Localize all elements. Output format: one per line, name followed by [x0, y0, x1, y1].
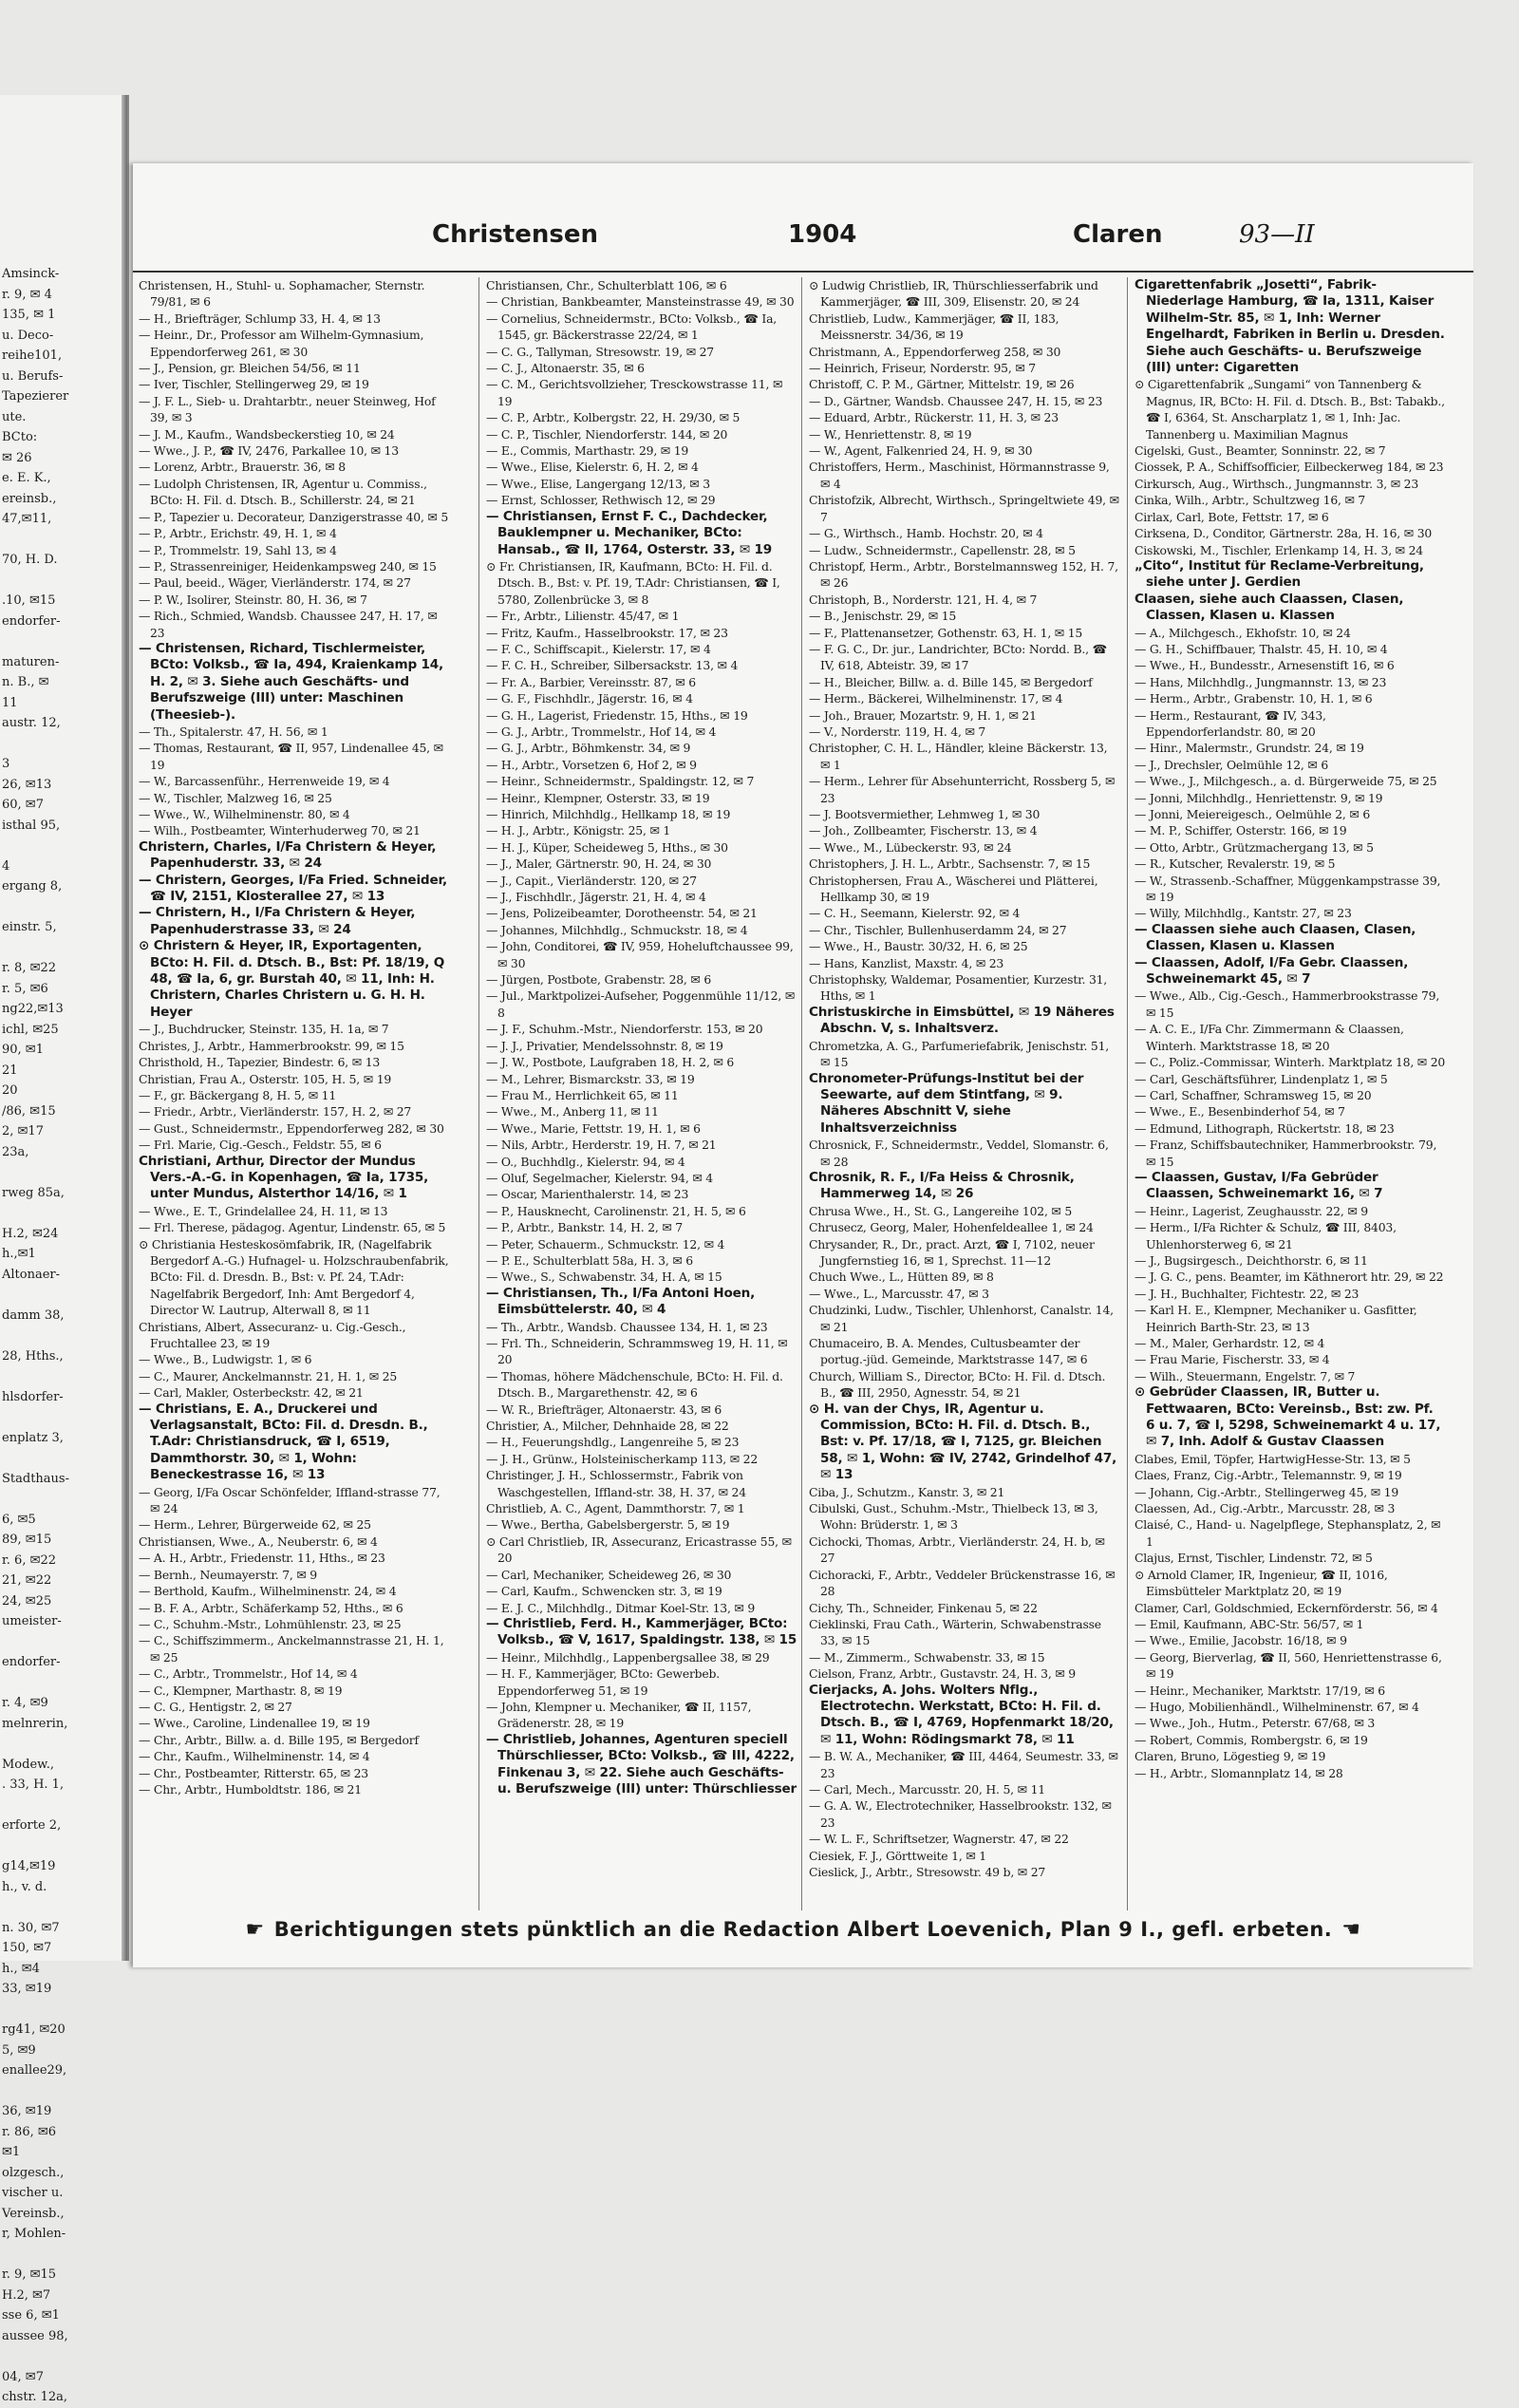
directory-entry: — J. J., Privatier, Mendelssohnstr. 8, ✉ 19	[486, 1038, 723, 1053]
directory-entry: „Cito“, Institut für Reclame-Verbreitung, siehe unter J. Gerdien	[1135, 557, 1424, 591]
directory-entry: — H., Arbtr., Slomannplatz 14, ✉ 28	[1135, 1765, 1343, 1780]
directory-entry: — G. F., Fischhdlr., Jägerstr. 16, ✉ 4	[486, 691, 693, 706]
directory-entry: — Claassen, Adolf, I/Fa Gebr. Claassen, Schweinemarkt 45, ✉ 7	[1135, 954, 1409, 988]
directory-entry: — Hans, Milchhdlg., Jungmannstr. 13, ✉ 23	[1135, 674, 1387, 689]
directory-entry: Cieklinski, Frau Cath., Wärterin, Schwabenstrasse 33, ✉ 15	[809, 1616, 1101, 1648]
directory-entry: — Wwe., M., Lübeckerstr. 93, ✉ 24	[809, 839, 1012, 855]
directory-entry: — G. H., Lagerist, Friedenstr. 15, Hths., ✉ 19	[486, 707, 748, 723]
entry-column-2	[486, 277, 797, 1910]
pointing-hand-icon: ☛	[245, 1918, 265, 1942]
directory-entry: — W. L. F., Schriftsetzer, Wagnerstr. 47, ✉ 22	[809, 1832, 1069, 1847]
directory-entry: — Heinr., Milchhdlg., Lappenbergsallee 38, ✉ 29	[486, 1649, 770, 1665]
directory-entry: — Emil, Kaufmann, ABC-Str. 56/57, ✉ 1	[1135, 1616, 1364, 1631]
directory-entry: — E. J. C., Milchhdlg., Ditmar Koel-Str. 13, ✉ 9	[486, 1600, 756, 1615]
directory-entry: — C., Schiffszimmerm., Anckelmannstrasse 21, H. 1, ✉ 25	[139, 1633, 444, 1665]
directory-entry: — Hugo, Mobilienhändl., Wilhelminenstr. 67, ✉ 4	[1135, 1699, 1419, 1714]
directory-entry: Christern, Charles, I/Fa Christern & Heyer, Papenhuderstr. 33, ✉ 24	[139, 838, 437, 872]
directory-entry: — B., Jenischstr. 29, ✉ 15	[809, 609, 957, 624]
page-footer	[133, 1918, 1473, 1947]
directory-entry: — C., Poliz.-Commissar, Winterh. Marktplatz 18, ✉ 20	[1135, 1055, 1446, 1070]
directory-entry: Christier, A., Milcher, Dehnhaide 28, ✉ 22	[486, 1419, 729, 1434]
directory-entry: — Heinrich, Friseur, Norderstr. 95, ✉ 7	[809, 361, 1036, 376]
directory-entry: — Herm., Restaurant, ☎ IV, 343, Eppendorferlandstr. 80, ✉ 20	[1135, 707, 1326, 739]
directory-entry: — Christiansen, Th., I/Fa Antoni Hoen, Eimsbüttelerstr. 40, ✉ 4	[486, 1285, 756, 1318]
directory-entry: — Wwe., J. P., ☎ IV, 2476, Parkallee 10, ✉ 13	[139, 443, 399, 459]
directory-entry: Clamer, Carl, Goldschmied, Eckernförderstr. 56, ✉ 4	[1135, 1600, 1438, 1615]
directory-entry: — Edmund, Lithograph, Rückertstr. 18, ✉ 23	[1135, 1120, 1395, 1136]
directory-entry: — Fritz, Kaufm., Hasselbrookstr. 17, ✉ 23	[486, 625, 728, 640]
directory-entry: — Christern, Georges, I/Fa Fried. Schneider, ☎ IV, 2151, Klosterallee 27, ✉ 13	[139, 872, 447, 905]
directory-entry: — Frl. Marie, Cig.-Gesch., Feldstr. 55, ✉ 6	[139, 1138, 382, 1153]
directory-entry: — Herm., I/Fa Richter & Schulz, ☎ III, 8403, Uhlenhorsterweg 6, ✉ 21	[1135, 1220, 1397, 1251]
directory-entry: — Wwe., Elise, Kielerstr. 6, H. 2, ✉ 4	[486, 460, 699, 475]
directory-entry: — Wwe., Marie, Fettstr. 19, H. 1, ✉ 6	[486, 1120, 701, 1136]
directory-entry: — Willy, Milchhdlg., Kantstr. 27, ✉ 23	[1135, 906, 1352, 921]
directory-entry: — Herm., Lehrer für Absehunterricht, Rossberg 5, ✉ 23	[809, 774, 1116, 805]
directory-entry: — J. M., Kaufm., Wandsbeckerstieg 10, ✉ 24	[139, 426, 395, 442]
directory-entry: — H. J., Küper, Scheideweg 5, Hths., ✉ 30	[486, 839, 728, 855]
directory-entry: Claes, Franz, Cig.-Arbtr., Telemannstr. 9, ✉ 19	[1135, 1468, 1402, 1483]
directory-entry: — C., Klempner, Marthastr. 8, ✉ 19	[139, 1683, 343, 1698]
directory-entry: — P., Strassenreiniger, Heidenkampsweg 240, ✉ 15	[139, 558, 437, 574]
directory-entry: Christians, Albert, Assecuranz- u. Cig.-Gesch., Fruchtallee 23, ✉ 19	[139, 1319, 406, 1350]
directory-entry: — C. G., Hentigstr. 2, ✉ 27	[139, 1699, 292, 1714]
directory-entry: ⊙ H. van der Chys, IR, Agentur u. Commission, BCto: H. Fil. d. Dtsch. B., Bst: v. Pf. 17/18, ☎ I, 7125, gr. Bleichen 58, ✉ 1, Wohn: ☎ IV, 2742, Grindelhof 47, ✉ 13	[809, 1401, 1117, 1483]
directory-entry: Claasen, siehe auch Claassen, Clasen, Classen, Klasen u. Klassen	[1135, 591, 1404, 624]
directory-entry: Cierjacks, A. Johs. Wolters Nflg., Electrotechn. Werkstatt, BCto: H. Fil. d. Dtsch. B., ☎ I, 4769, Hopfenmarkt 18/20, ✉ 11, Wohn: Rödingsmarkt 78, ✉ 11	[809, 1682, 1114, 1747]
directory-entry: — C., Maurer, Anckelmannstr. 21, H. 1, ✉ 25	[139, 1368, 398, 1383]
entry-column-4	[1135, 277, 1446, 1910]
directory-entry: Cirksena, D., Conditor, Gärtnerstr. 28a, H. 16, ✉ 30	[1135, 526, 1433, 541]
header-rule	[133, 271, 1473, 273]
directory-entry: Christoff, C. P. M., Gärtner, Mittelstr. 19, ✉ 26	[809, 377, 1075, 392]
directory-entry: — J., Maler, Gärtnerstr. 90, H. 24, ✉ 30	[486, 856, 712, 872]
directory-entry: — Wwe., Elise, Langergang 12/13, ✉ 3	[486, 476, 710, 491]
directory-page	[133, 163, 1473, 1967]
directory-entry: — J., Drechsler, Oelmühle 12, ✉ 6	[1135, 757, 1328, 772]
directory-entry: — J., Pension, gr. Bleichen 54/56, ✉ 11	[139, 361, 361, 376]
directory-entry: Chrysander, R., Dr., pract. Arzt, ☎ I, 7102, neuer Jungfernstieg 16, ✉ 1, Sprechst. 11—12	[809, 1236, 1095, 1268]
directory-entry: — Fr., Arbtr., Lilienstr. 45/47, ✉ 1	[486, 609, 680, 624]
directory-entry: — P., Trommelstr. 19, Sahl 13, ✉ 4	[139, 542, 337, 557]
directory-entry: — Joh., Zollbeamter, Fischerstr. 13, ✉ 4	[809, 823, 1038, 838]
directory-entry: — F. C., Schiffscapit., Kielerstr. 17, ✉ 4	[486, 641, 711, 656]
directory-entry: — Eduard, Arbtr., Rückerstr. 11, H. 3, ✉ 23	[809, 410, 1059, 425]
directory-entry: — P. E., Schulterblatt 58a, H. 3, ✉ 6	[486, 1252, 693, 1268]
directory-entry: — Frl. Th., Schneiderin, Schrammsweg 19, H. 11, ✉ 20	[486, 1336, 788, 1367]
directory-entry: — Georg, I/Fa Oscar Schönfelder, Iffland-strasse 77, ✉ 24	[139, 1484, 441, 1516]
directory-entry: — John, Conditorei, ☎ IV, 959, Hoheluftchaussee 99, ✉ 30	[486, 939, 794, 970]
directory-entry: Cichy, Th., Schneider, Finkenau 5, ✉ 22	[809, 1600, 1038, 1615]
directory-entry: ⊙ Gebrüder Claassen, IR, Butter u. Fettwaaren, BCto: Vereinsb., Bst: zw. Pf. 6 u. 7, ☎ I, 5298, Schweinemarkt 4 u. 17, ✉ 7, Inh. Adolf & Gustav Claassen	[1135, 1384, 1441, 1450]
column-divider	[1127, 277, 1128, 1910]
directory-entry: — Christiansen, Ernst F. C., Dachdecker, Bauklempner u. Mechaniker, BCto: Hansab., ☎ II, 1764, Osterstr. 33, ✉ 19	[486, 508, 773, 557]
directory-entry: — F., gr. Bäckergang 8, H. 5, ✉ 11	[139, 1087, 337, 1102]
directory-entry: — C. H., Seemann, Kielerstr. 92, ✉ 4	[809, 906, 1021, 921]
directory-entry: — Franz, Schiffsbautechniker, Hammerbrookstr. 79, ✉ 15	[1135, 1138, 1437, 1169]
directory-entry: — Ludw., Schneidermstr., Capellenstr. 28, ✉ 5	[809, 542, 1076, 557]
directory-entry: Christinger, J. H., Schlossermstr., Fabrik von Waschgestellen, Iffland-str. 38, H. 37, ✉ 24	[486, 1468, 746, 1499]
directory-entry: Christhold, H., Tapezier, Bindestr. 6, ✉ 13	[139, 1055, 381, 1070]
directory-entry: — Heinr., Lagerist, Zeughausstr. 22, ✉ 9	[1135, 1203, 1368, 1218]
directory-entry: — H., Arbtr., Vorsetzen 6, Hof 2, ✉ 9	[486, 757, 697, 772]
directory-entry: — W., Henriettenstr. 8, ✉ 19	[809, 426, 972, 442]
directory-entry: Christoffers, Herm., Maschinist, Hörmannstrasse 9, ✉ 4	[809, 460, 1110, 491]
directory-entry: — Johann, Cig.-Arbtr., Stellingerweg 45, ✉ 19	[1135, 1484, 1399, 1499]
directory-entry: Chudzinki, Ludw., Tischler, Uhlenhorst, Canalstr. 14, ✉ 21	[809, 1303, 1114, 1334]
directory-entry: Chrometzka, A. G., Parfumeriefabrik, Jenischstr. 51, ✉ 15	[809, 1038, 1110, 1070]
entry-column-3	[809, 277, 1120, 1910]
header-year: 1904	[788, 220, 857, 249]
directory-entry: — Claassen siehe auch Claasen, Clasen, Classen, Klasen u. Klassen	[1135, 921, 1416, 954]
directory-entry: — J., Bugsirgesch., Deichthorstr. 6, ✉ 11	[1135, 1252, 1368, 1268]
directory-entry: — Otto, Arbtr., Grützmachergang 13, ✉ 5	[1135, 839, 1374, 855]
directory-entry: — Jens, Polizeibeamter, Dorotheenstr. 54, ✉ 21	[486, 906, 758, 921]
directory-entry: — Wwe., Joh., Hutm., Peterstr. 67/68, ✉ 3	[1135, 1716, 1376, 1731]
directory-entry: Chrusa Wwe., H., St. G., Langereihe 102, ✉ 5	[809, 1203, 1073, 1218]
directory-entry: — Christian, Bankbeamter, Mansteinstrasse 49, ✉ 30	[486, 294, 795, 310]
directory-entry: — P. W., Isolirer, Steinstr. 80, H. 36, ✉ 7	[139, 592, 367, 607]
directory-entry: — P., Arbtr., Bankstr. 14, H. 2, ✉ 7	[486, 1220, 683, 1235]
directory-entry: — C., Arbtr., Trommelstr., Hof 14, ✉ 4	[139, 1666, 358, 1682]
directory-entry: Chuch Wwe., L., Hütten 89, ✉ 8	[809, 1270, 994, 1285]
directory-entry: — Carl, Mech., Marcusstr. 20, H. 5, ✉ 11	[809, 1781, 1045, 1797]
directory-entry: — D., Gärtner, Wandsb. Chaussee 247, H. 15, ✉ 23	[809, 393, 1103, 408]
directory-entry: Clajus, Ernst, Tischler, Lindenstr. 72, ✉ 5	[1135, 1551, 1373, 1566]
directory-entry: — Wwe., Caroline, Lindenallee 19, ✉ 19	[139, 1716, 370, 1731]
directory-entry: — Carl, Mechaniker, Scheideweg 26, ✉ 30	[486, 1567, 732, 1582]
directory-entry: — G. J., Arbtr., Trommelstr., Hof 14, ✉ 4	[486, 724, 717, 739]
directory-entry: Claisé, C., Hand- u. Nagelpflege, Stephansplatz, 2, ✉ 1	[1135, 1517, 1441, 1549]
directory-entry: — A. C. E., I/Fa Chr. Zimmermann & Claassen, Winterh. Marktstrasse 18, ✉ 20	[1135, 1022, 1404, 1053]
directory-entry: — Paul, beeid., Wäger, Vierländerstr. 174, ✉ 27	[139, 575, 411, 591]
directory-entry: — F. C. H., Schreiber, Silbersackstr. 13, ✉ 4	[486, 658, 739, 673]
directory-entry: — P., Hausknecht, Carolinenstr. 21, H. 5, ✉ 6	[486, 1203, 746, 1218]
directory-entry: — G. A. W., Electrotechniker, Hasselbrookstr. 132, ✉ 23	[809, 1798, 1112, 1830]
directory-entry: — Ludolph Christensen, IR, Agentur u. Commiss., BCto: H. Fil. d. Dtsch. B., Schillerstr. 24, ✉ 21	[139, 476, 427, 508]
directory-entry: Christoph, B., Norderstr. 121, H. 4, ✉ 7	[809, 592, 1038, 607]
directory-entry: — Georg, Bierverlag, ☎ II, 560, Henriettenstrasse 6, ✉ 19	[1135, 1649, 1442, 1682]
directory-entry: Cichocki, Thomas, Arbtr., Vierländerstr. 24, H. b, ✉ 27	[809, 1533, 1105, 1566]
directory-entry: — G. H., Schiffbauer, Thalstr. 45, H. 10, ✉ 4	[1135, 641, 1388, 656]
column-divider	[801, 277, 802, 1910]
directory-entry: — Heinr., Mechaniker, Marktstr. 17/19, ✉ 6	[1135, 1683, 1385, 1698]
directory-entry: — B. F. A., Arbtr., Schäferkamp 52, Hths., ✉ 6	[139, 1600, 403, 1615]
directory-entry: — Oscar, Marienthalerstr. 14, ✉ 23	[486, 1187, 689, 1202]
directory-entry: — W., Strassenb.-Schaffner, Müggenkampstrasse 39, ✉ 19	[1135, 873, 1441, 905]
directory-entry: Christensen, H., Stuhl- u. Sophamacher, Sternstr. 79/81, ✉ 6	[139, 278, 425, 310]
directory-entry: — Herm., Bäckerei, Wilhelminenstr. 17, ✉ 4	[809, 691, 1063, 706]
directory-entry: — Hinrich, Milchhdlg., Hellkamp 18, ✉ 19	[486, 807, 731, 821]
directory-entry: Chrosnik, R. F., I/Fa Heiss & Chrosnik, Hammerweg 14, ✉ 26	[809, 1169, 1075, 1202]
directory-entry: — John, Klempner u. Mechaniker, ☎ II, 1157, Grädenerstr. 28, ✉ 19	[486, 1699, 752, 1731]
directory-entry: Christlieb, A. C., Agent, Dammthorstr. 7, ✉ 1	[486, 1501, 745, 1516]
directory-entry: Church, William S., Director, BCto: H. Fil. d. Dtsch. B., ☎ III, 2950, Agnesstr. 54, ✉ 21	[809, 1368, 1106, 1401]
directory-entry: — M., Zimmerm., Schwabenstr. 33, ✉ 15	[809, 1649, 1045, 1665]
directory-entry: — Jul., Marktpolizei-Aufseher, Poggenmühle 11/12, ✉ 8	[486, 988, 796, 1020]
directory-entry: Chronometer-Prüfungs-Institut bei der Seewarte, auf dem Stintfang, ✉ 9. Näheres Abschnitt V, siehe Inhaltsverzeichniss	[809, 1070, 1084, 1136]
previous-page-text-fragments: Amsinck- r. 9, ✉ 4 135, ✉ 1 u. Deco- reihe101, u. Berufs- Tapezierer ute. BCto: ✉ 26 e. E. K., ereinsb., 47,✉11, 70, H. D. .10, ✉15 endorfer- maturen- n. B., ✉ 11 austr. 12, 3 26, ✉13 60, ✉7 isthal 95, 4 ergang 8, einstr. 5, r. 8, ✉22 r. 5, ✉6 ng22,✉13 ichl, ✉25 90, ✉1 21 20 /86, ✉15 2, ✉17 23a, rweg 85a, H.2, ✉24 h.,✉1 Altonaer- damm 38, 28, Hths., hlsdorfer- enplatz 3, Stadthaus- 6, ✉5 89, ✉15 r. 6, ✉22 21, ✉22 24, ✉25 umeister- endorfer- r. 4, ✉9 melnrerin, Modew., . 33, H. 1, erforte 2, g14,✉19 h., v. d. n. 30, ✉7 150, ✉7 h., ✉4 33, ✉19 rg41, ✉20 5, ✉9 enallee29, 36, ✉19 r. 86, ✉6 ✉1 olzgesch., vischer u. Vereinsb., r, Mohlen- r. 9, ✉15 H.2, ✉7 sse 6, ✉1 aussee 98, 04, ✉7 chstr. 12a,	[2, 267, 69, 2404]
directory-entry: — J., Fischhdlr., Jägerstr. 21, H. 4, ✉ 4	[486, 890, 706, 905]
directory-entry: ⊙ Arnold Clamer, IR, Ingenieur, ☎ II, 1016, Eimsbütteler Marktplatz 20, ✉ 19	[1135, 1567, 1388, 1599]
directory-entry: — J. H., Buchhalter, Fichtestr. 22, ✉ 23	[1135, 1286, 1360, 1301]
directory-entry: — H., Feuerungshdlg., Langenreihe 5, ✉ 23	[486, 1435, 740, 1450]
directory-entry: — Carl, Geschäftsführer, Lindenplatz 1, ✉ 5	[1135, 1071, 1388, 1086]
header-last-name: Claren	[1073, 220, 1163, 249]
directory-entry: — Wwe., Bertha, Gabelsbergerstr. 5, ✉ 19	[486, 1517, 730, 1533]
directory-entry: Cirlax, Carl, Bote, Fettstr. 17, ✉ 6	[1135, 509, 1329, 524]
pointing-hand-icon: ☚	[1341, 1918, 1361, 1942]
directory-entry: — Chr., Postbeamter, Ritterstr. 65, ✉ 23	[139, 1765, 368, 1780]
directory-entry: Chrosnick, F., Schneidermstr., Veddel, Slomanstr. 6, ✉ 28	[809, 1138, 1109, 1169]
directory-entry: Cielson, Franz, Arbtr., Gustavstr. 24, H. 3, ✉ 9	[809, 1666, 1076, 1682]
directory-entry: Ciesiek, F. J., Görttweite 1, ✉ 1	[809, 1848, 986, 1863]
directory-entry: Cigarettenfabrik „Josetti“, Fabrik-Niederlage Hamburg, ☎ Ia, 1311, Kaiser Wilhelm-Str. 85, ✉ 1, Inh: Werner Engelhardt, Fabriken in Berlin u. Dresden. Siehe auch Geschäfts- u. Berufszweige (III) unter: Cigaretten	[1135, 277, 1445, 376]
directory-entry: Cinka, Wilh., Arbtr., Schultzweg 16, ✉ 7	[1135, 493, 1366, 508]
directory-entry: Chumaceiro, B. A. Mendes, Cultusbeamter der portug.-jüd. Gemeinde, Marktstrasse 147, ✉ 6	[809, 1336, 1088, 1367]
directory-entry: — G., Wirthsch., Hamb. Hochstr. 20, ✉ 4	[809, 526, 1043, 541]
directory-entry: — Heinr., Dr., Professor am Wilhelm-Gymnasium, Eppendorferweg 261, ✉ 30	[139, 328, 424, 359]
directory-entry: Clabes, Emil, Töpfer, HartwigHesse-Str. 13, ✉ 5	[1135, 1451, 1411, 1466]
directory-entry: Cirkursch, Aug., Wirthsch., Jungmannstr. 3, ✉ 23	[1135, 476, 1419, 491]
directory-entry: — H. J., Arbtr., Königstr. 25, ✉ 1	[486, 823, 671, 838]
directory-entry: — Herm., Lehrer, Bürgerweide 62, ✉ 25	[139, 1517, 371, 1533]
directory-entry: — Heinr., Schneidermstr., Spaldingstr. 12, ✉ 7	[486, 774, 755, 789]
directory-entry: — Oluf, Segelmacher, Kielerstr. 94, ✉ 4	[486, 1170, 713, 1185]
directory-entry: — W., Barcassenführ., Herrenweide 19, ✉ 4	[139, 774, 390, 789]
directory-entry: — H., Briefträger, Schlump 33, H. 4, ✉ 13	[139, 310, 381, 326]
directory-entry: — Bernh., Neumayerstr. 7, ✉ 9	[139, 1567, 317, 1582]
directory-entry: — O., Buchhdlg., Kielerstr. 94, ✉ 4	[486, 1154, 685, 1169]
directory-entry: — Christlieb, Johannes, Agenturen speciell Thürschliesser, BCto: Volksb., ☎ III, 4222, Finkenau 3, ✉ 22. Siehe auch Geschäfts- u. Berufszweige (III) unter: Thürschliesser	[486, 1731, 797, 1797]
directory-entry: — Carl, Makler, Osterbeckstr. 42, ✉ 21	[139, 1385, 364, 1401]
directory-entry: — Chr., Arbtr., Billw. a. d. Bille 195, ✉ Bergedorf	[139, 1732, 419, 1747]
directory-entry: — P., Arbtr., Erichstr. 49, H. 1, ✉ 4	[139, 526, 337, 541]
directory-entry: — Th., Spitalerstr. 47, H. 56, ✉ 1	[139, 724, 328, 739]
directory-entry: — Christensen, Richard, Tischlermeister, BCto: Volksb., ☎ Ia, 494, Kraienkamp 14, H. 2, ✉ 3. Siehe auch Geschäfts- und Berufszweige (III) unter: Maschinen (Theesieb-).	[139, 640, 443, 723]
directory-entry: — F. G. C., Dr. jur., Landrichter, BCto: Nordd. B., ☎ IV, 618, Abteistr. 39, ✉ 17	[809, 641, 1107, 673]
directory-entry: Claren, Bruno, Lögestieg 9, ✉ 19	[1135, 1749, 1326, 1764]
directory-entry: Ciba, J., Schutzm., Kanstr. 3, ✉ 21	[809, 1484, 1005, 1499]
directory-entry: Cigelski, Gust., Beamter, Sonninstr. 22, ✉ 7	[1135, 443, 1386, 459]
directory-entry: — Christians, E. A., Druckerei und Verlagsanstalt, BCto: Fil. d. Dresdn. B., T.Adr: Christiansdruck, ☎ I, 6519, Dammthorstr. 30, ✉ 1, Wohn: Beneckestrasse 16, ✉ 13	[139, 1401, 428, 1483]
directory-entry: — F., Plattenansetzer, Gothenstr. 63, H. 1, ✉ 15	[809, 625, 1083, 640]
directory-entry: — Carl, Schaffner, Schramsweg 15, ✉ 20	[1135, 1087, 1372, 1102]
header-first-name: Christensen	[432, 220, 598, 249]
directory-entry: — Wwe., Emilie, Jacobstr. 16/18, ✉ 9	[1135, 1633, 1347, 1648]
directory-entry: — Wwe., S., Schwabenstr. 34, H. A, ✉ 15	[486, 1270, 722, 1285]
directory-entry: — Johannes, Milchhdlg., Schmuckstr. 18, ✉ 4	[486, 922, 748, 937]
directory-entry: ⊙ Ludwig Christlieb, IR, Thürschliesserfabrik und Kammerjäger, ☎ III, 309, Elisenstr. 20, ✉ 24	[809, 278, 1098, 310]
directory-entry: — Iver, Tischler, Stellingerweg 29, ✉ 19	[139, 377, 369, 392]
directory-entry: — Chr., Tischler, Bullenhuserdamm 24, ✉ 27	[809, 922, 1067, 937]
directory-entry: — Joh., Brauer, Mozartstr. 9, H. 1, ✉ 21	[809, 707, 1037, 723]
directory-entry: Cichoracki, F., Arbtr., Veddeler Brückenstrasse 16, ✉ 28	[809, 1567, 1116, 1599]
directory-entry: Christiani, Arthur, Director der Mundus Vers.-A.-G. in Kopenhagen, ☎ Ia, 1735, unter Mundus, Alsterthor 14/16, ✉ 1	[139, 1153, 429, 1202]
directory-entry: — Claassen, Gustav, I/Fa Gebrüder Claassen, Schweinemarkt 16, ✉ 7	[1135, 1169, 1383, 1202]
directory-entry: — Wwe., J., Milchgesch., a. d. Bürgerweide 75, ✉ 25	[1135, 774, 1437, 789]
directory-entry: — Cornelius, Schneidermstr., BCto: Volksb., ☎ Ia, 1545, gr. Bäckerstrasse 22/24, ✉ 1	[486, 310, 777, 343]
directory-entry: — A., Milchgesch., Ekhofstr. 10, ✉ 24	[1135, 625, 1351, 640]
directory-entry: — Berthold, Kaufm., Wilhelminenstr. 24, ✉ 4	[139, 1584, 397, 1599]
directory-entry: — J. Bootsvermiether, Lehmweg 1, ✉ 30	[809, 807, 1041, 821]
directory-entry: — W. R., Briefträger, Altonaerstr. 43, ✉ 6	[486, 1402, 722, 1417]
directory-entry: — M., Maler, Gerhardstr. 12, ✉ 4	[1135, 1336, 1325, 1350]
directory-entry: Cieslick, J., Arbtr., Stresowstr. 49 b, ✉ 27	[809, 1865, 1046, 1879]
directory-entry: — B. W. A., Mechaniker, ☎ III, 4464, Seumestr. 33, ✉ 23	[809, 1749, 1118, 1780]
directory-entry: — J. F. L., Sieb- u. Drahtarbtr., neuer Steinweg, Hof 39, ✉ 3	[139, 393, 436, 425]
directory-entry: — Jonni, Milchhdlg., Henriettenstr. 9, ✉ 19	[1135, 790, 1383, 805]
directory-entry: — C. M., Gerichtsvollzieher, Tresckowstrasse 11, ✉ 19	[486, 377, 783, 408]
directory-entry: Christopher, C. H. L., Händler, kleine Bäckerstr. 13, ✉ 1	[809, 741, 1108, 772]
directory-entry: — H., Bleicher, Billw. a. d. Bille 145, ✉ Bergedorf	[809, 674, 1093, 689]
directory-entry: — Chr., Kaufm., Wilhelminenstr. 14, ✉ 4	[139, 1749, 370, 1764]
directory-entry: — Robert, Commis, Rombergstr. 6, ✉ 19	[1135, 1732, 1368, 1747]
directory-entry: — W., Agent, Falkenried 24, H. 9, ✉ 30	[809, 443, 1033, 459]
directory-entry: Cibulski, Gust., Schuhm.-Mstr., Thielbeck 13, ✉ 3, Wohn: Brüderstr. 1, ✉ 3	[809, 1501, 1098, 1533]
previous-page-edge	[0, 95, 129, 2404]
directory-entry: — M., Lehrer, Bismarckstr. 33, ✉ 19	[486, 1071, 695, 1086]
directory-entry: — C. G., Tallyman, Stresowstr. 19, ✉ 27	[486, 344, 714, 359]
directory-entry: — Wwe., E. T., Grindelallee 24, H. 11, ✉ 13	[139, 1203, 388, 1218]
directory-entry: Christofzik, Albrecht, Wirthsch., Springeltwiete 49, ✉ 7	[809, 493, 1119, 524]
directory-entry: — W., Tischler, Malzweg 16, ✉ 25	[139, 790, 332, 805]
directory-entry: — Th., Arbtr., Wandsb. Chaussee 134, H. 1, ✉ 23	[486, 1319, 768, 1334]
directory-entry: — Heinr., Klempner, Osterstr. 33, ✉ 19	[486, 790, 710, 805]
directory-entry: — P., Tapezier u. Decorateur, Danzigerstrasse 40, ✉ 5	[139, 509, 449, 524]
directory-entry: Christiansen, Chr., Schulterblatt 106, ✉ 6	[486, 278, 727, 292]
directory-entry: — G. J., Arbtr., Böhmkenstr. 34, ✉ 9	[486, 741, 691, 756]
directory-entry: — Christern, H., I/Fa Christern & Heyer, Papenhuderstrasse 33, ✉ 24	[139, 905, 416, 937]
directory-entry: — Hans, Kanzlist, Maxstr. 4, ✉ 23	[809, 955, 1004, 970]
directory-entry: — J. F., Schuhm.-Mstr., Niendorferstr. 153, ✉ 20	[486, 1022, 763, 1037]
directory-entry: Ciossek, P. A., Schiffsofficier, Eilbeckerweg 184, ✉ 23	[1135, 460, 1444, 475]
footer-notice: Berichtigungen stets pünktlich an die Redaction Albert Loevenich, Plan 9 I., gefl. erbeten.	[273, 1918, 1333, 1941]
directory-entry: — Rich., Schmied, Wandsb. Chaussee 247, H. 17, ✉ 23	[139, 609, 438, 640]
directory-entry: — Frau M., Herrlichkeit 65, ✉ 11	[486, 1087, 679, 1102]
directory-entry: Christophsky, Waldemar, Posamentier, Kurzestr. 31, Hths, ✉ 1	[809, 972, 1108, 1004]
directory-entry: Christlieb, Ludw., Kammerjäger, ☎ II, 183, Meissnerstr. 34/36, ✉ 19	[809, 310, 1060, 343]
directory-entry: — Thomas, Restaurant, ☎ II, 957, Lindenallee 45, ✉ 19	[139, 741, 443, 772]
directory-entry: — Gust., Schneidermstr., Eppendorferweg 282, ✉ 30	[139, 1120, 444, 1136]
directory-entry: — Wwe., L., Marcusstr. 47, ✉ 3	[809, 1286, 989, 1301]
directory-entry: — Hinr., Malermstr., Grundstr. 24, ✉ 19	[1135, 741, 1364, 756]
directory-entry: — Wwe., B., Ludwigstr. 1, ✉ 6	[139, 1352, 312, 1367]
directory-entry: — Jürgen, Postbote, Grabenstr. 28, ✉ 6	[486, 972, 712, 988]
directory-entry: Claessen, Ad., Cig.-Arbtr., Marcusstr. 28, ✉ 3	[1135, 1501, 1396, 1516]
directory-entry: — R., Kutscher, Revalerstr. 19, ✉ 5	[1135, 856, 1336, 872]
directory-entry: — C. P., Arbtr., Kolbergstr. 22, H. 29/30, ✉ 5	[486, 410, 741, 425]
directory-entry: Ciskowski, M., Tischler, Erlenkamp 14, H. 3, ✉ 24	[1135, 542, 1423, 557]
directory-entry: — Ernst, Schlosser, Rethwisch 12, ✉ 29	[486, 493, 716, 508]
directory-entry: — Frl. Therese, pädagog. Agentur, Lindenstr. 65, ✉ 5	[139, 1220, 446, 1235]
directory-entry: Christuskirche in Eimsbüttel, ✉ 19 Näheres Abschn. V, s. Inhaltsverz.	[809, 1004, 1115, 1037]
page-number: 93—II	[1239, 220, 1315, 249]
directory-entry: — J., Capit., Vierländerstr. 120, ✉ 27	[486, 873, 697, 888]
directory-entry: — Wilh., Steuermann, Engelstr. 7, ✉ 7	[1135, 1368, 1356, 1383]
directory-entry: Christopf, Herm., Arbtr., Borstelmannsweg 152, H. 7, ✉ 26	[809, 558, 1118, 591]
directory-entry: — Wilh., Postbeamter, Winterhuderweg 70, ✉ 21	[139, 823, 421, 838]
directory-entry: — J., Buchdrucker, Steinstr. 135, H. 1a, ✉ 7	[139, 1022, 389, 1037]
directory-entry: ⊙ Fr. Christiansen, IR, Kaufmann, BCto: H. Fil. d. Dtsch. B., Bst: v. Pf. 19, T.Adr: Christiansen, ☎ I, 5780, Zollenbrücke 3, ✉ 8	[486, 558, 780, 607]
directory-entry: — M. P., Schiffer, Osterstr. 166, ✉ 19	[1135, 823, 1347, 838]
directory-entry: ⊙ Cigarettenfabrik „Sungami“ von Tannenberg & Magnus, IR, BCto: H. Fil. d. Dtsch. B., Bst: Tabakb., ☎ I, 6364, St. Anscharplatz 1, ✉ 1, Inh: Jac. Tannenberg u. Maximilian Magnus	[1135, 377, 1445, 442]
directory-entry: — A. H., Arbtr., Friedenstr. 11, Hths., ✉ 23	[139, 1551, 385, 1566]
directory-entry: — Peter, Schauerm., Schmuckstr. 12, ✉ 4	[486, 1236, 725, 1251]
directory-entry: — C. P., Tischler, Niendorferstr. 144, ✉ 20	[486, 426, 728, 442]
directory-entry: — Chr., Arbtr., Humboldtstr. 186, ✉ 21	[139, 1781, 362, 1797]
directory-entry: — Herm., Arbtr., Grabenstr. 10, H. 1, ✉ 6	[1135, 691, 1373, 706]
directory-entry: ⊙ Christern & Heyer, IR, Exportagenten, BCto: H. Fil. d. Dtsch. B., Bst: Pf. 18/19, Q 48, ☎ Ia, 6, gr. Burstah 40, ✉ 11, Inh: H. Christern, Charles Christern u. G. H. H. Heyer	[139, 938, 445, 1020]
directory-entry: — Wwe., H., Baustr. 30/32, H. 6, ✉ 25	[809, 939, 1028, 954]
directory-entry: — E., Commis, Marthastr. 29, ✉ 19	[486, 443, 689, 459]
directory-entry: — J. W., Postbote, Laufgraben 18, H. 2, ✉ 6	[486, 1055, 735, 1070]
directory-entry: — J. H., Grünw., Holsteinischerkamp 113, ✉ 22	[486, 1451, 759, 1466]
column-divider	[478, 277, 479, 1910]
directory-entry: Christophers, J. H. L., Arbtr., Sachsenstr. 7, ✉ 15	[809, 856, 1091, 872]
directory-entry: — Jonni, Meiereigesch., Oelmühle 2, ✉ 6	[1135, 807, 1371, 821]
directory-entry: — J. G. C., pens. Beamter, im Käthnerort htr. 29, ✉ 22	[1135, 1270, 1444, 1285]
page-header	[133, 220, 1473, 258]
directory-entry: Christian, Frau A., Osterstr. 105, H. 5, ✉ 19	[139, 1071, 392, 1086]
directory-entry: — Karl H. E., Klempner, Mechaniker u. Gasfitter, Heinrich Barth-Str. 23, ✉ 13	[1135, 1303, 1417, 1334]
entry-column-1	[139, 277, 450, 1910]
directory-entry: — Wwe., Alb., Cig.-Gesch., Hammerbrookstrasse 79, ✉ 15	[1135, 988, 1440, 1020]
directory-entry: Christophersen, Frau A., Wäscherei und Plätterei, Hellkamp 30, ✉ 19	[809, 873, 1098, 905]
directory-entry: Chrusecz, Georg, Maler, Hohenfeldeallee 1, ✉ 24	[809, 1220, 1094, 1235]
directory-entry: — H. F., Kammerjäger, BCto: Gewerbeb. Eppendorferweg 51, ✉ 19	[486, 1666, 721, 1698]
directory-entry: — C., Schuhm.-Mstr., Lohmühlenstr. 23, ✉ 25	[139, 1616, 402, 1631]
directory-entry: — Wwe., E., Besenbinderhof 54, ✉ 7	[1135, 1104, 1345, 1119]
directory-entry: — Carl, Kaufm., Schwencken str. 3, ✉ 19	[486, 1584, 722, 1599]
directory-entry: — Wwe., H., Bundesstr., Arnesenstift 16, ✉ 6	[1135, 658, 1395, 673]
directory-entry: Christiansen, Wwe., A., Neuberstr. 6, ✉ 4	[139, 1533, 378, 1549]
directory-entry: — Christlieb, Ferd. H., Kammerjäger, BCto: Volksb., ☎ V, 1617, Spaldingstr. 138, ✉ 15	[486, 1615, 797, 1648]
directory-entry: ⊙ Carl Christlieb, IR, Assecuranz, Ericastrasse 55, ✉ 20	[486, 1533, 792, 1566]
directory-entry: — V., Norderstr. 119, H. 4, ✉ 7	[809, 724, 986, 739]
directory-entry: — Fr. A., Barbier, Vereinsstr. 87, ✉ 6	[486, 674, 696, 689]
directory-entry: Christes, J., Arbtr., Hammerbrookstr. 99, ✉ 15	[139, 1038, 404, 1053]
book-gutter	[122, 95, 127, 1961]
directory-entry: — Nils, Arbtr., Herderstr. 19, H. 7, ✉ 21	[486, 1138, 717, 1153]
directory-entry: Christmann, A., Eppendorferweg 258, ✉ 30	[809, 344, 1061, 359]
directory-entry: — Friedr., Arbtr., Vierländerstr. 157, H. 2, ✉ 27	[139, 1104, 412, 1119]
directory-entry: — Frau Marie, Fischerstr. 33, ✉ 4	[1135, 1352, 1330, 1367]
directory-entry: — Lorenz, Arbtr., Brauerstr. 36, ✉ 8	[139, 460, 346, 475]
directory-entry: — C. J., Altonaerstr. 35, ✉ 6	[486, 361, 645, 376]
directory-entry: ⊙ Christiania Hesteskosömfabrik, IR, (Nagelfabrik Bergedorf A.-G.) Hufnagel- u. Holzschraubenfabrik, BCto: Fil. d. Dresdn. B., Bst: v. Pf. 24, T.Adr: Nagelfabrik Bergedorf, Inh: Amt Bergedorf 4, Director W. Lautrup, Alterwall 8, ✉ 11	[139, 1236, 449, 1318]
directory-entry: — Wwe., M., Anberg 11, ✉ 11	[486, 1104, 659, 1119]
directory-entry: — Wwe., W., Wilhelminenstr. 80, ✉ 4	[139, 807, 350, 821]
directory-entry: — Thomas, höhere Mädchenschule, BCto: H. Fil. d. Dtsch. B., Margarethenstr. 42, ✉ 6	[486, 1368, 783, 1401]
